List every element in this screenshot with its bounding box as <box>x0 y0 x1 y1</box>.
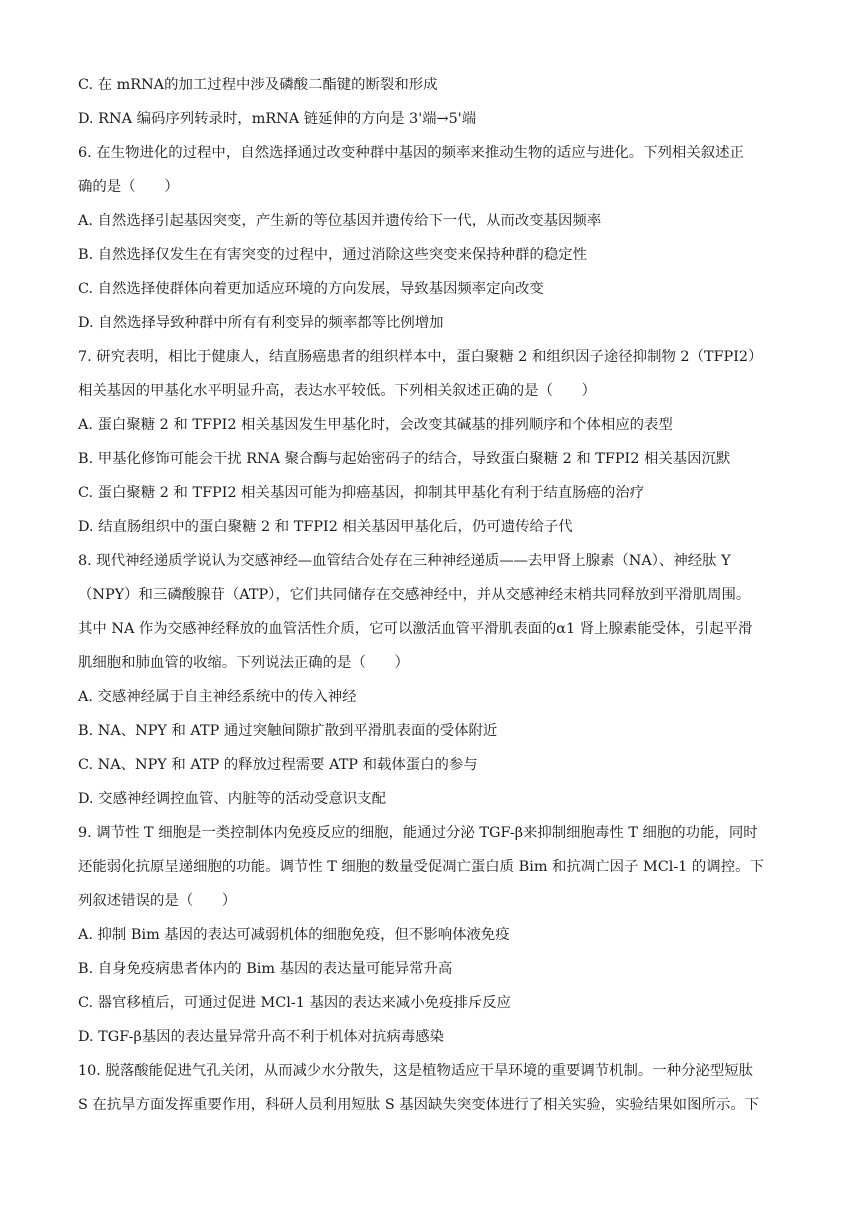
text-line: C. 在 mRNA的加工过程中涉及磷酸二酯键的断裂和形成 <box>78 77 438 93</box>
question-8-stem: （NPY）和三磷酸腺苷（ATP），它们共同储存在交感神经中，并从交感神经末梢共同释放到平滑肌周围。 <box>78 587 751 603</box>
question-6-option-c: C. 自然选择使群体向着更加适应环境的方向发展，导致基因频率定向改变 <box>78 281 544 297</box>
question-9-option-d: D. TGF-β基因的表达量异常升高不利于机体对抗病毒感染 <box>78 1029 444 1045</box>
question-10-stem: S 在抗旱方面发挥重要作用，科研人员利用短肽 S 基因缺失突变体进行了相关实验，实验结果如图所示。下 <box>78 1097 760 1113</box>
question-7-option-d: D. 结直肠组织中的蛋白聚糖 2 和 TFPI2 相关基因甲基化后，仍可遗传给子代 <box>78 519 573 535</box>
question-6-option-a: A. 自然选择引起基因突变，产生新的等位基因并遗传给下一代，从而改变基因频率 <box>78 213 602 229</box>
question-9-stem: 9. 调节性 T 细胞是一类控制体内免疫反应的细胞，能通过分泌 TGF-β来抑制细胞毒性 T 细胞的功能，同时 <box>78 825 758 841</box>
question-8-option-c: C. NA、NPY 和 ATP 的释放过程需要 ATP 和载体蛋白的参与 <box>78 757 478 773</box>
question-6-stem: 6. 在生物进化的过程中，自然选择通过改变种群中基因的频率来推动生物的适应与进化。下列相关叙述正 <box>78 145 744 161</box>
document-page <box>78 68 788 1122</box>
question-7-option-a: A. 蛋白聚糖 2 和 TFPI2 相关基因发生甲基化时，会改变其碱基的排列顺序和个体相应的表型 <box>78 417 673 433</box>
question-9-option-a: A. 抑制 Bim 基因的表达可减弱机体的细胞免疫，但不影响体液免疫 <box>78 927 510 943</box>
text-line: D. RNA 编码序列转录时，mRNA 链延伸的方向是 3'端→5'端 <box>78 111 477 127</box>
question-8-option-d: D. 交感神经调控血管、内脏等的活动受意识支配 <box>78 791 386 807</box>
question-6-option-b: B. 自然选择仅发生在有害突变的过程中，通过消除这些突变来保持种群的稳定性 <box>78 247 588 263</box>
question-9-option-c: C. 器官移植后，可通过促进 MCl-1 基因的表达来减小免疫排斥反应 <box>78 995 511 1011</box>
question-8-stem: 8. 现代神经递质学说认为交感神经—血管结合处存在三种神经递质——去甲肾上腺素（NA）、神经肽 Y <box>78 553 731 569</box>
question-9-stem: 列叙述错误的是（ ） <box>78 893 237 909</box>
question-7-option-b: B. 甲基化修饰可能会干扰 RNA 聚合酶与起始密码子的结合，导致蛋白聚糖 2 和 TFPI2 相关基因沉默 <box>78 451 731 467</box>
question-8-stem: 肌细胞和肺血管的收缩。下列说法正确的是（ ） <box>78 655 409 671</box>
question-6-stem: 确的是（ ） <box>78 179 179 195</box>
question-10-stem: 10. 脱落酸能促进气孔关闭，从而减少水分散失，这是植物适应干旱环境的重要调节机制。一种分泌型短肽 <box>78 1063 754 1079</box>
question-9-option-b: B. 自身免疫病患者体内的 Bim 基因的表达量可能异常升高 <box>78 961 453 977</box>
question-8-option-b: B. NA、NPY 和 ATP 通过突触间隙扩散到平滑肌表面的受体附近 <box>78 723 498 739</box>
question-7-option-c: C. 蛋白聚糖 2 和 TFPI2 相关基因可能为抑癌基因，抑制其甲基化有利于结直肠癌的治疗 <box>78 485 645 501</box>
question-7-stem: 7. 研究表明，相比于健康人，结直肠癌患者的组织样本中，蛋白聚糖 2 和组织因子途径抑制物 2（TFPI2） <box>78 349 763 365</box>
question-7-stem: 相关基因的甲基化水平明显升高，表达水平较低。下列相关叙述正确的是（ ） <box>78 383 597 399</box>
question-8-option-a: A. 交感神经属于自主神经系统中的传入神经 <box>78 689 357 705</box>
question-6-option-d: D. 自然选择导致种群中所有有利变异的频率都等比例增加 <box>78 315 444 331</box>
question-9-stem: 还能弱化抗原呈递细胞的功能。调节性 T 细胞的数量受促凋亡蛋白质 Bim 和抗凋亡因子 MCl-1 的调控。下 <box>78 859 764 875</box>
question-8-stem: 其中 NA 作为交感神经释放的血管活性介质，它可以激活血管平滑肌表面的α1 肾上腺素能受体，引起平滑 <box>78 621 753 637</box>
